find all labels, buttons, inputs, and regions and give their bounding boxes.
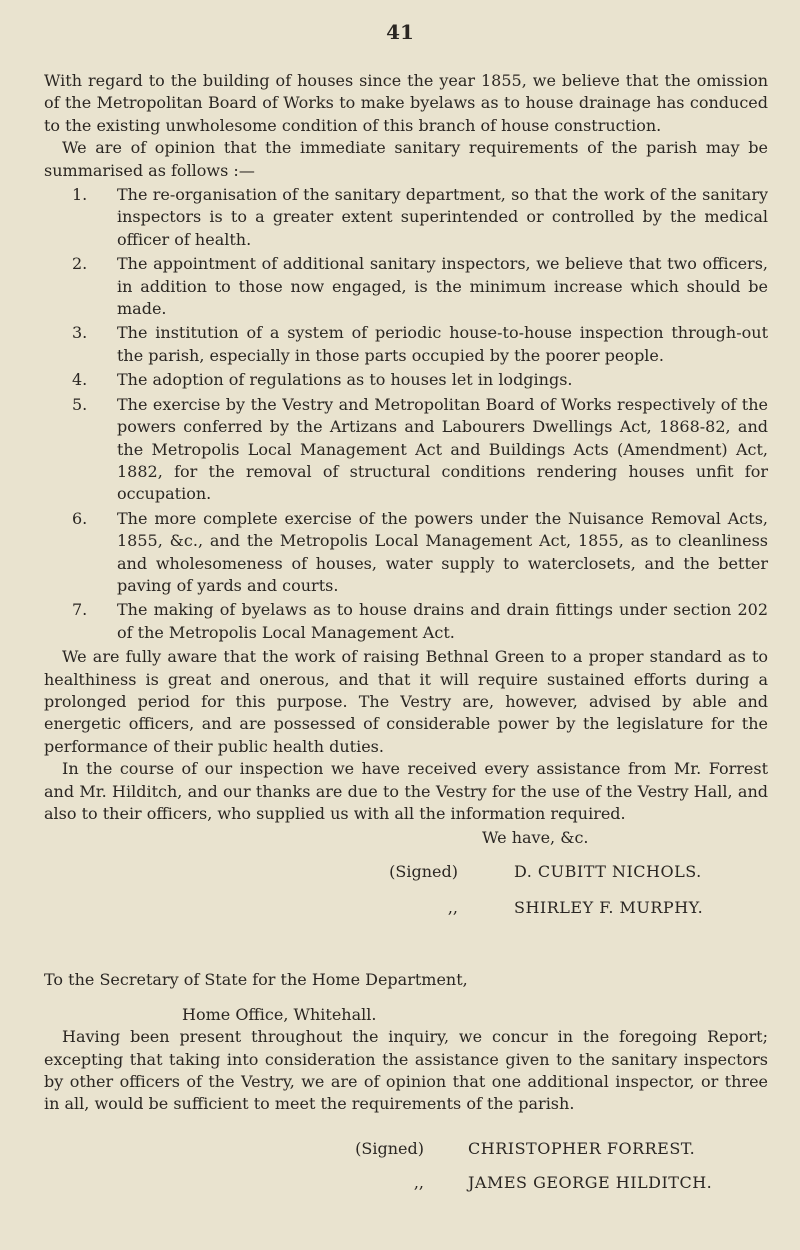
addressee <box>44 969 768 1026</box>
signed-label: (Signed) <box>389 862 458 882</box>
list-item <box>44 599 768 644</box>
paragraph-thanks: In the course of our inspection we have received every assistance from Mr. Forrest and Mr. Hilditch, and our thanks are due to the Vestry for the use of the Vestry Hall, and also to their officers, who supplied us with all the information required. <box>44 759 768 823</box>
signature-line <box>44 1172 768 1206</box>
signatory-name: D. CUBITT NICHOLS. <box>514 862 702 882</box>
list-item-number: 1. <box>72 185 88 205</box>
list-item-text: The adoption of regulations as to houses let in lodgings. <box>117 370 573 390</box>
closing-phrase: We have, &c. <box>482 828 589 848</box>
list-item <box>44 253 768 320</box>
ditto-mark: ,, <box>447 898 458 918</box>
list-item <box>44 394 768 506</box>
list-item-number: 3. <box>72 323 88 343</box>
paragraph-concurrence: Having been present throughout the inquiry, we concur in the foregoing Report; excepting that taking into consideration the assistance given to the sanitary inspectors by other officers of the Vestry, we are of opinion that one additional inspector, or three in all, would be sufficient to meet the requirements of the parish. <box>44 1027 768 1114</box>
list-item <box>44 369 768 391</box>
signatory-name: SHIRLEY F. MURPHY. <box>514 898 704 918</box>
list-item-text: The appointment of additional sanitary inspectors, we believe that two officers, in addition to those now engaged, is the minimum increase which should be made. <box>117 254 768 319</box>
list-item-number: 5. <box>72 394 88 414</box>
signature-line <box>44 897 768 933</box>
signature-block-officers <box>44 1138 768 1206</box>
list-item <box>44 508 768 598</box>
list-item-number: 4. <box>72 370 88 390</box>
list-item-text: The exercise by the Vestry and Metropolitan Board of Works respectively of the powers conferred by the Artizans and Labourers Dwellings Act, 1868-82, and the Metropolis Local Management Act and Buildings Acts (Amendment) Act, 1882, for the removal of structural conditions rendering houses unfit for occupation. <box>117 394 768 504</box>
list-item-number: 7. <box>72 600 88 620</box>
list-item-text: The institution of a system of periodic house-to-house inspection through-out the parish, especially in those parts occupied by the poorer people. <box>117 323 768 365</box>
list-item <box>44 184 768 251</box>
list-item-number: 6. <box>72 508 88 528</box>
ditto-mark: ,, <box>413 1172 424 1192</box>
report-body <box>44 70 768 1206</box>
signature-line <box>44 1138 768 1172</box>
paragraph-drainage: With regard to the building of houses since the year 1855, we believe that the omission of the Metropolitan Board of Works to make byelaws as to house drainage has conduced to the existing unwholesome condition of this branch of house construction. <box>44 71 768 135</box>
signature-line <box>44 861 768 897</box>
signature-block-inspectors <box>44 827 768 933</box>
signatory-name: CHRISTOPHER FORREST. <box>468 1138 696 1158</box>
list-item-text: The more complete exercise of the powers under the Nuisance Removal Acts, 1855, &c., and the Metropolis Local Management Act, 1855, as to cleanliness and wholesomeness of houses, water supply to waterclosets, and the better paving of yards and courts. <box>117 508 768 595</box>
signed-label: (Signed) <box>355 1138 424 1158</box>
address-line: Home Office, Whitehall. <box>182 1004 377 1024</box>
signatory-name: JAMES GEORGE HILDITCH. <box>468 1172 713 1192</box>
list-item-number: 2. <box>72 254 88 274</box>
paragraph-bethnal-green: We are fully aware that the work of raising Bethnal Green to a proper standard as to healthiness is great and onerous, and that it will require sustained efforts during a prolonged period for this purpose. The Vestry are, however, advised by able and energetic officers, and are possessed of considerable power by the legislature for the performance of their public health duties. <box>44 647 768 756</box>
list-item <box>44 322 768 367</box>
list-item-text: The re-organisation of the sanitary department, so that the work of the sanitary inspectors is to a greater extent superintended or controlled by the medical officer of health. <box>117 185 768 249</box>
paragraph-requirements-intro: We are of opinion that the immediate sanitary requirements of the parish may be summarised as follows :— <box>44 138 768 180</box>
requirements-list <box>44 184 768 644</box>
address-line: To the Secretary of State for the Home Department, <box>44 970 468 990</box>
list-item-text: The making of byelaws as to house drains and drain fittings under section 202 of the Metropolis Local Management Act. <box>117 600 768 642</box>
page-number: 41 <box>386 20 414 44</box>
